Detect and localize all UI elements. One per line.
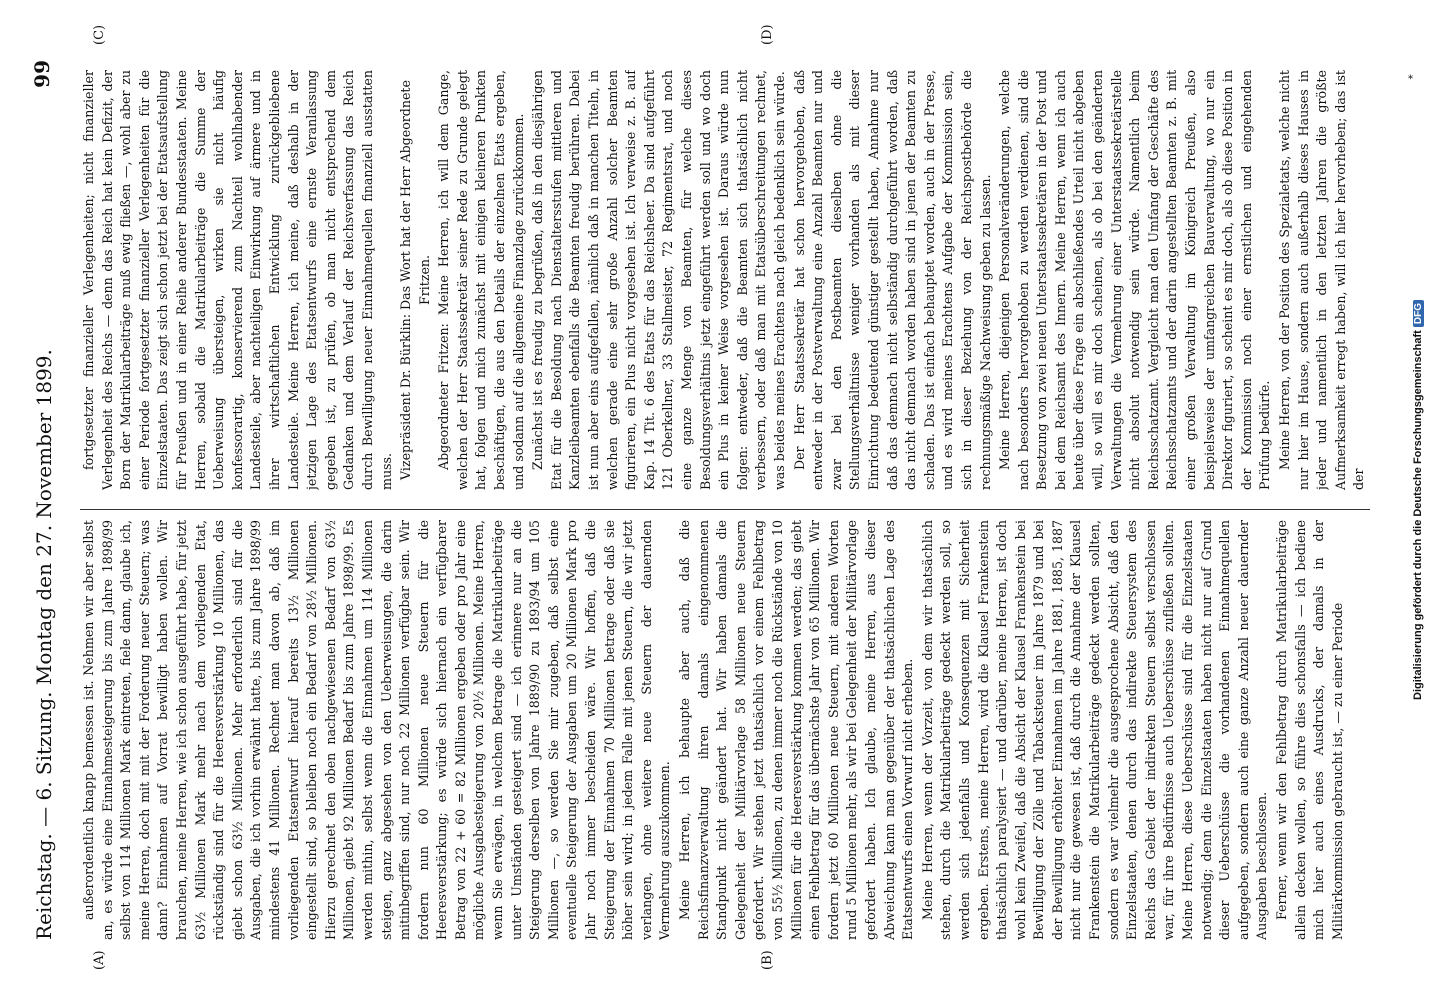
right-text-column [80,70,1370,490]
margin-marker-a: (A) [92,950,107,970]
paragraph: Meine Herren, von der Position des Spezialetats, welche nicht nur hier im Hause, sondern auch außerhalb dieses Hauses in jeder und namentlich in den letzten Jahren die größte Aufmerksamkeit erregt haben, will ich hier hervorheben; das ist der [1277,70,1367,490]
paragraph: Der Herr Staatssekretär hat schon hervorgehoben, daß entweder in der Postverwaltung eine Anzahl Beamten nur und zwar bei den Postbeamten dieselben ohne die Stellungsverhältnisse weniger vorhanden als mit dieser Einrichtung bedeutend günstiger gestellt haben, Annahme nur daß das demnach nicht selbständig durchgeführt worden, daß das nicht demnach worden haben sind in jenen der Beamten zu schaden. Das ist einfach behauptet worden, auch in der Presse, und es wird meines Erachtens Aufgabe der Kommission sein, sich in dieser Beziehung von der Reichspostbehörde die rechnungsmäßige Nachweisung geben zu lassen. [791,70,993,490]
speaker-line: Vizepräsident Dr. Bürklin: Das Wort hat der Herr Abgeordnete Fritzen. [398,80,432,480]
paragraph: Meine Herren, wenn der Vorzeit, von dem wir thatsächlich stehen, durch die Matrikularbeiträge gedeckt werden soll, so werden sich jedenfalls und Konsequenzen mit Sicherheit ergeben. Erstens, meine Herren, wird die Klausel Frankenstein thatsächlich paralysiert — und darüber, meine Herren, ist doch wohl kein Zweifel, daß die Absicht der Klausel Frankenstein bei Bewilligung der Zölle und Tabacksteuer im Jahre 1879 und bei der Bewilligung erhöhter Einnahmen im Jahre 1881, 1885, 1887 nicht nur die gewesen ist, daß durch die Annahme der Klausel Frankenstein die Matrikularbeiträge gedeckt werden sollten, sondern es war vielmehr die ausgesprochene Absicht, daß den Einzelstaaten, denen durch das indirekte Steuersystem des Reichs das Gebiet der indirekten Steuern selbst verschlossen war, für ihre Bedürfnisse auch Ueberschüsse zufließen sollten. Meine Herren, diese Ueberschüsse sind für die Einzelstaaten notwendig; denn die Einzelstaaten haben nicht nur auf Grund dieser Ueberschüsse die vorhandenen Einnahmequellen aufgegeben, sondern auch eine ganze Anzahl neuer dauernder Ausgaben beschlossen. [919,520,1270,940]
digitization-note [1412,300,1424,700]
margin-marker-b: (B) [760,950,775,970]
column-divider [80,509,1370,510]
left-text-column [80,520,1370,940]
paragraph: Zunächst ist es freudig zu begrüßen, daß in den diesjährigen Etat für die Besoldung nach Dienstaltersstufen mittleren und Kanzleibeamten ebenfalls die Beamten freudig berühren. Dabei ist nun aber eins aufgefallen, nämlich daß in manchen Titeln, in welchen gerade eine sehr große Anzahl solcher Beamten figurieren, ein Plus nicht vorgesehen ist. Ich verweise z. B. auf Kap. 14 Tit. 6 des Etats für das Reichsheer. Da sind aufgeführt 121 Oberkellner, 33 Stallmeister, 72 Regimentsrat, und noch eine ganze Menge von Beamten, für welche dieses Besoldungsverhältnis jetzt eingeführt werden soll und wo doch ein Plus in keiner Weise vorgesehen ist. Daraus würde nun folgen: entweder, daß die Beamten sich thatsächlich nicht verbessern, oder daß man mit Etatsüberschreitungen rechnet, was beides meines Erachtens nach gleich bedenklich sein würde. [530,70,787,490]
margin-marker-d: (D) [760,24,775,45]
paragraph: fortgesetzter finanzieller Verlegenheiten; nicht finanzieller Verlegenheit des Reichs — denn das Reich hat kein Defizit, der Born der Matrikularbeiträge muß ewig fließen —, wohl aber zu einer Periode fortgesetzter finanzieller Verlegenheiten für die Einzelstaaten. Das zeigt sich schon jetzt bei der Etatsaufstellung für Preußen und in einer Reihe anderer Bundesstaaten. Meine Herren, sobald die Matrikularbeiträge die Summe der Ueberweisung übersteigen, wirken sie nicht häufig konfessorartig, konservierend zum Nachteil wohlhabender Landesteile, aber nachteiligen Einwirkung auf ärmere und in ihrer wirtschaftlichen Entwicklung zurückgebliebene Landesteile. Meine Herren, ich meine, daß deshalb in der jetzigen Lage des Etatsentwurfs eine ernste Veranlassung gegeben ist, zu prüfen, ob man nicht entsprechend dem Gedanken und dem Verlauf der Reichsverfassung das Reich durch Bewilligung neuer Einnahmequellen finanziell ausstatten muss. [81,70,394,490]
paragraph: außerordentlich knapp bemessen ist. Nehmen wir aber selbst an, es würde eine Einnahmesteigerung bis zum Jahre 1898/99 selbst von 114 Millionen Mark eintreten, fiele dann, glaube ich, meine Herren, doch mit mit der Forderung neuer Steuern; was dann? Einnahmen auf Vorrat bewilligt haben wollen. Wir brauchen, meine Herren, wie ich schon ausgeführt habe, für jetzt 63½ Millionen Mark mehr nach dem vorliegenden Etat, rückständig sind für die Heeresverstärkung 10 Millionen, das giebt schon 63½ Millionen. Mehr erforderlich sind für die Ausgaben, die ich vorhin erwähnt hatte, bis zum Jahre 1898/99 mindestens 41 Millionen. Rechnet man davon ab, daß im vorliegenden Etatsentwurf hierauf bereits 13½ Millionen eingestellt sind, so bleiben noch ein Bedarf von 28½ Millionen. Hierzu gerechnet den oben nachgewiesenen Bedarf von 63½ Millionen, giebt 92 Millionen Bedarf bis zum Jahre 1898/99. Es werden mithin, selbst wenn die Einnahmen um 114 Millionen steigen, ganz abgesehen von den Ueberweisungen, die darin mitinbegriffen sind, nur noch 22 Millionen verfügbar sein. Wir fordern nun 60 Millionen neue Steuern für die Heeresverstärkung; es würde sich hiernach ein verfügbarer Betrag von 22 + 60 = 82 Millionen ergeben oder pro Jahr eine mögliche Ausgabesteigerung von 20½ Millionen. Meine Herren, wenn Sie erwägen, in welchem Betrage die Matrikularbeiträge unter Umständen gesteigert sind — ich erinnere nur an die Steigerung derselben von Jahre 1889/90 zu 1893/94 um 105 Millionen —, so werden Sie mir zugeben, daß selbst eine eventuelle Steigerung der Ausgaben um 20 Millionen Mark pro Jahr noch immer bescheiden wäre. Wir hoffen, daß die Steigerung der Einnahmen 70 Millionen betrage oder daß sie höher sein wird; in jedem Falle mit jenen Steuern, die wir jetzt verlangen, ohne weitere neue Steuern der dauernden Vermehrung auszukommen. [81,520,673,940]
paragraph: Abgeordneter Fritzen: Meine Herren, ich will dem Gange, welchen der Herr Staatssekretär seiner Rede zu Grunde gelegt hat, folgen und mich zunächst mit einigen kleineren Punkten beschäftigen, die aus den Details der einzelnen Etats ergeben, und sodann auf die allgemeine Finanzlage zurückkommen. [436,70,526,490]
paragraph: Ferner, wenn wir den Fehlbetrag durch Matrikularbeiträge allein decken wollen, so führe dies schonsfalls — ich bediene mich hier auch eines Ausdrucks, der damals in der Militärkommission gebraucht ist, — zu einer Periode [1274,520,1345,940]
asterisk-mark: * [1408,74,1413,85]
margin-marker-c: (C) [92,24,107,45]
page-number: 99 [30,60,54,88]
page-header [26,60,66,940]
dfg-logo: DFG [1413,300,1424,327]
paragraph: Meine Herren, diejenigen Personalveränderungen, welche nach besonders hervorgehoben zu werden verdienen, sind die Besetzung von zwei neuen Unterstaatssekretären in der Post und bei dem Reichsamt des Innern. Meine Herren, wenn ich auch heute über diese Frage ein abschließendes Urteil nicht abgeben will, so will es mir doch scheinen, als ob bei den geänderten Verwaltungen die Vermehrung einer Unterstaatssekretärstelle nicht absolut notwendig sein würde. Namentlich beim Reichsschatzamt. Vergleicht man den Umfang der Geschäfte des Reichsschatzamts und der darin angestellten Beamten z. B. mit einer großen Verwaltung im Königreich Preußen, also beispielsweise der umfangreichen Bauverwaltung, wo nur ein Direktor figuriert, so scheint es mir doch, als ob diese Position in der Kommission noch einer ernstlichen und eingehenden Prüfung bedürfe. [997,70,1273,490]
running-head: Reichstag. — 6. Sitzung. Montag den 27. November 1899. [32,349,56,940]
paragraph: Meine Herren, ich behaupte aber auch, daß die Reichsfinanzverwaltung ihren damals eingenommenen Standpunkt nicht geändert hat. Wir haben damals die Gelegenheit der Militärvorlage 58 Millionen neue Steuern gefordert. Wir stehen jetzt thatsächlich vor einem Fehlbetrag von 55½ Millionen, zu denen immer noch die Rückstände von 10 Millionen für die Heeresverstärkung kommen werden; das giebt einen Fehlbetrag für das übernächste Jahr von 65 Millionen. Wir fordern jetzt 60 Millionen neue Steuern, mit anderen Worten rund 5 Millionen mehr, als wir bei Gelegenheit der Militärvorlage gefordert haben. Ich glaube, meine Herren, aus dieser Abweichung kann man gegenüber der thatsächlichen Lage des Etatsentwurfs einen Vorwurf nicht erheben. [677,520,916,940]
digitization-note-text: Digitalisierung gefördert durch die Deutsche Forschungsgemeinschaft [1412,330,1424,700]
